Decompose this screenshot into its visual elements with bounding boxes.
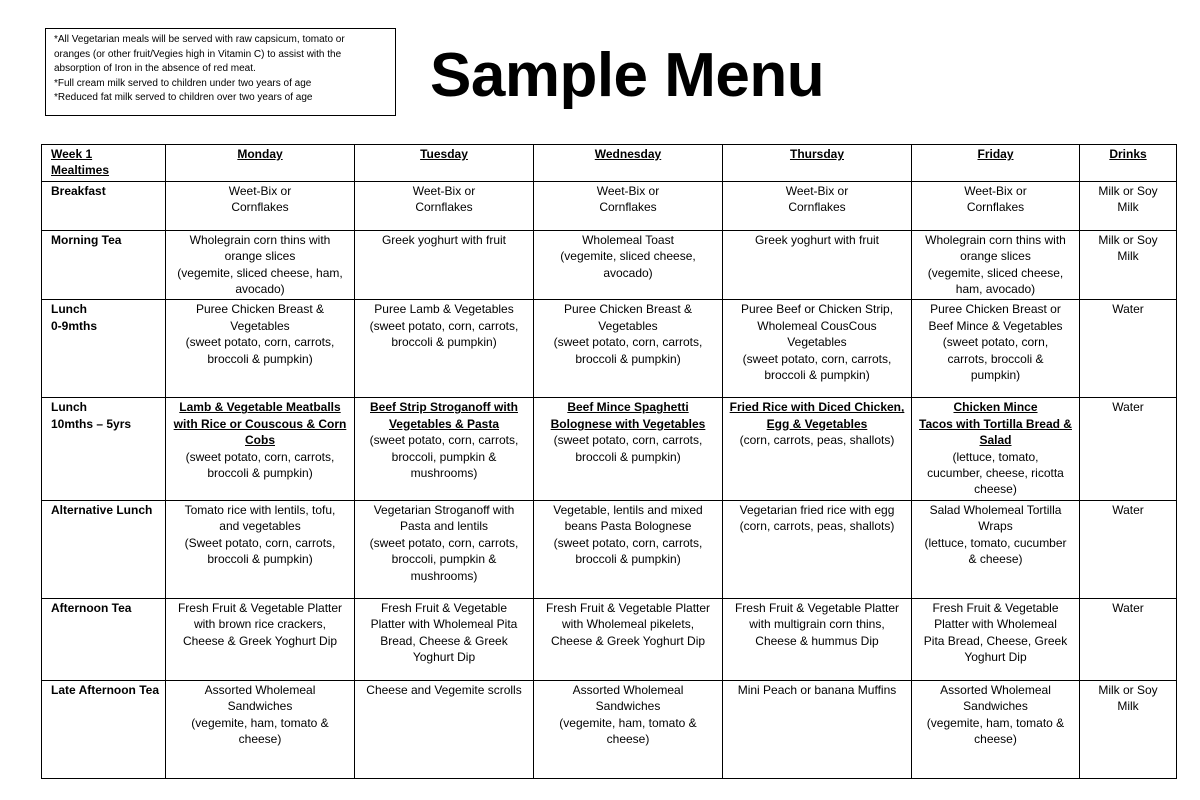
dish-name: Fried Rice with Diced Chicken, — [729, 400, 905, 415]
dish-line: Platter with Wholemeal — [934, 617, 1057, 632]
dish-line: (sweet potato, corn, carrots, — [369, 535, 519, 550]
menu-cell — [1080, 598, 1177, 680]
menu-cell — [534, 598, 723, 680]
dish-line: Vegetables — [598, 318, 658, 333]
menu-row — [42, 680, 1177, 778]
menu-cell — [723, 181, 912, 230]
dish-line: Sandwiches — [227, 699, 293, 714]
note-line: *Full cream milk served to children under two years of age — [54, 77, 312, 89]
dish-name: Salad — [979, 433, 1012, 448]
dish-line: Water — [1112, 400, 1144, 415]
mealtime-label-line: Late Afternoon Tea — [51, 682, 160, 697]
menu-cell — [534, 300, 723, 398]
menu-cell — [166, 680, 355, 778]
dish-line: Cheese & hummus Dip — [755, 633, 879, 648]
menu-cell — [723, 300, 912, 398]
menu-cell — [355, 598, 534, 680]
dish-line: (sweet potato, corn, carrots, — [369, 318, 519, 333]
menu-cell — [355, 398, 534, 500]
dish-line: Fresh Fruit & Vegetable Platter — [545, 600, 711, 615]
mealtime-label — [42, 398, 166, 500]
menu-cell — [534, 500, 723, 598]
dish-line: (sweet potato, corn, carrots, — [553, 433, 703, 448]
menu-cell — [166, 230, 355, 300]
dish-line: Pita Bread, Cheese, Greek — [923, 633, 1068, 648]
dish-line: Water — [1112, 502, 1144, 517]
dish-line: Cornflakes — [599, 200, 657, 215]
mealtime-label-line: Lunch — [51, 302, 87, 317]
dish-line: Sandwiches — [595, 699, 661, 714]
header-drinks: Drinks — [1080, 145, 1177, 182]
dish-line: broccoli & pumpkin) — [207, 552, 313, 567]
mealtime-label — [42, 230, 166, 300]
dish-line: Milk — [1117, 699, 1139, 714]
menu-cell — [166, 398, 355, 500]
dish-line: Weet-Bix or — [964, 183, 1027, 198]
dish-name: Bolognese with Vegetables — [550, 416, 706, 431]
dish-line: Cornflakes — [966, 200, 1025, 215]
menu-cell — [1080, 680, 1177, 778]
dish-line: orange slices — [224, 249, 296, 264]
dish-line: broccoli & pumpkin) — [207, 351, 313, 366]
dish-line: avocado) — [603, 265, 653, 280]
dish-name: Chicken Mince — [953, 400, 1038, 415]
dish-line: Cheese and Vegemite scrolls — [366, 682, 522, 697]
menu-cell — [1080, 181, 1177, 230]
dish-line: Vegetables — [230, 318, 290, 333]
dish-name: with Rice or Couscous & Corn — [173, 416, 347, 431]
dish-name: Beef Strip Stroganoff with — [370, 400, 518, 415]
menu-row — [42, 598, 1177, 680]
dish-line: (sweet potato, corn, carrots, — [369, 433, 519, 448]
dish-line: (lettuce, tomato, cucumber — [924, 535, 1067, 550]
dish-line: Vegetable, lentils and mixed — [553, 502, 703, 517]
dish-line: Fresh Fruit & Vegetable — [380, 600, 508, 615]
dish-line: cheese) — [606, 732, 650, 747]
menu-row — [42, 500, 1177, 598]
menu-table — [41, 144, 1177, 779]
menu-cell — [355, 230, 534, 300]
dish-line: broccoli, pumpkin & — [391, 552, 497, 567]
mealtime-label-line: Afternoon Tea — [51, 600, 132, 615]
menu-cell — [912, 230, 1080, 300]
dish-line: (lettuce, tomato, — [952, 449, 1039, 464]
dish-line: Milk — [1117, 249, 1139, 264]
menu-cell — [723, 680, 912, 778]
header-wednesday: Wednesday — [534, 145, 723, 182]
menu-row — [42, 398, 1177, 500]
dish-line: broccoli & pumpkin) — [575, 449, 681, 464]
dish-line: Tomato rice with lentils, tofu, — [184, 502, 336, 517]
dish-line: (sweet potato, corn, carrots, — [553, 335, 703, 350]
menu-cell — [912, 181, 1080, 230]
note-line: absorption of Iron in the absence of red meat. — [54, 63, 256, 74]
dish-line: Fresh Fruit & Vegetable Platter — [177, 600, 343, 615]
mealtime-label — [42, 300, 166, 398]
mealtime-label — [42, 500, 166, 598]
dish-line: Weet-Bix or — [228, 183, 292, 198]
dish-line: broccoli & pumpkin) — [207, 466, 313, 481]
menu-cell — [1080, 500, 1177, 598]
menu-cell — [355, 181, 534, 230]
dish-line: Assorted Wholemeal — [940, 682, 1051, 697]
menu-row — [42, 230, 1177, 300]
menu-cell — [534, 230, 723, 300]
menu-cell — [166, 500, 355, 598]
menu-cell — [355, 300, 534, 398]
dish-line: Sandwiches — [963, 699, 1028, 714]
header-friday: Friday — [912, 145, 1080, 182]
menu-cell — [723, 500, 912, 598]
mealtime-label-line: 10mths – 5yrs — [51, 416, 132, 431]
dish-line: Pasta and lentils — [399, 519, 489, 534]
dish-name: Vegetables & Pasta — [388, 416, 500, 431]
dish-line: (vegemite, sliced cheese, — [560, 249, 696, 264]
menu-cell — [166, 181, 355, 230]
menu-row — [42, 300, 1177, 398]
dish-line: Cheese & Greek Yoghurt Dip — [550, 633, 706, 648]
dish-line: Wraps — [978, 519, 1013, 534]
dish-line: broccoli & pumpkin) — [391, 335, 497, 350]
dish-line: Vegetarian fried rice with egg — [739, 502, 895, 517]
dish-line: (vegemite, sliced cheese, ham, — [177, 265, 343, 280]
dish-line: broccoli, pumpkin & — [391, 449, 497, 464]
menu-cell — [723, 230, 912, 300]
dish-line: Beef Mince & Vegetables — [928, 318, 1063, 333]
note-line: *Reduced fat milk served to children over two years of age — [54, 92, 313, 103]
mealtime-label-line: Morning Tea — [51, 232, 122, 247]
mealtime-label — [42, 598, 166, 680]
header-tuesday: Tuesday — [355, 145, 534, 182]
dish-line: (vegemite, ham, tomato & — [559, 715, 697, 730]
dish-line: cucumber, cheese, ricotta — [927, 466, 1064, 481]
dish-name: Lamb & Vegetable Meatballs — [179, 400, 341, 415]
dish-line: Cornflakes — [415, 200, 473, 215]
dish-line: Assorted Wholemeal — [572, 682, 684, 697]
menu-cell — [1080, 398, 1177, 500]
dish-line: broccoli & pumpkin) — [575, 351, 681, 366]
menu-cell — [355, 680, 534, 778]
dish-line: ham, avocado) — [955, 282, 1036, 297]
dish-line: Milk — [1117, 200, 1139, 215]
dish-line: Mini Peach or banana Muffins — [737, 682, 897, 697]
dish-line: (vegemite, sliced cheese, — [927, 265, 1064, 280]
dish-line: Milk or Soy — [1098, 183, 1158, 198]
menu-cell — [912, 398, 1080, 500]
dish-line: orange slices — [960, 249, 1031, 264]
dish-line: with Wholemeal pikelets, — [561, 617, 695, 632]
dish-line: Cornflakes — [788, 200, 846, 215]
corner-mealtimes: Mealtimes — [51, 163, 110, 178]
dish-line: Wholegrain corn thins with — [925, 232, 1066, 247]
menu-cell — [723, 598, 912, 680]
page-title: Sample Menu — [430, 41, 825, 110]
header-row — [42, 145, 1177, 182]
dish-line: (sweet potato, corn, carrots, — [185, 449, 335, 464]
dish-line: Assorted Wholemeal — [204, 682, 316, 697]
dish-line: mushrooms) — [410, 568, 478, 583]
dish-line: Vegetarian Stroganoff with — [373, 502, 515, 517]
menu-cell — [355, 500, 534, 598]
dish-line: Cornflakes — [231, 200, 289, 215]
menu-cell — [534, 680, 723, 778]
menu-cell — [912, 500, 1080, 598]
dish-line: Weet-Bix or — [412, 183, 476, 198]
dish-line: (Sweet potato, corn, carrots, — [184, 535, 336, 550]
dish-line: Yoghurt Dip — [412, 650, 476, 665]
dish-line: with multigrain corn thins, — [749, 617, 885, 632]
dish-line: (sweet potato, corn, carrots, — [185, 335, 335, 350]
mealtime-label-line: Breakfast — [51, 183, 106, 198]
dish-line: and vegetables — [219, 519, 301, 534]
dish-line: Wholemeal Toast — [582, 232, 674, 247]
dish-line: (sweet potato, corn, carrots, — [553, 535, 703, 550]
menu-cell — [912, 300, 1080, 398]
dish-name: Egg & Vegetables — [766, 416, 868, 431]
header-monday: Monday — [166, 145, 355, 182]
dish-line: broccoli & pumpkin) — [764, 368, 870, 383]
dish-line: (vegemite, ham, tomato & — [926, 715, 1065, 730]
note-line: oranges (or other fruit/Vegies high in Vitamin C) to assist with the — [54, 48, 342, 60]
dish-line: Puree Chicken Breast & — [195, 302, 325, 317]
dish-name: Tacos with Tortilla Bread & — [919, 416, 1072, 431]
header-corner — [42, 145, 166, 182]
dish-line: carrots, broccoli & — [947, 351, 1044, 366]
dish-line: Salad Wholemeal Tortilla — [929, 502, 1062, 517]
dish-line: avocado) — [235, 282, 285, 297]
dish-line: Water — [1112, 600, 1144, 615]
dish-line: broccoli & pumpkin) — [575, 552, 681, 567]
dish-line: Puree Chicken Breast or — [930, 302, 1061, 317]
dish-line: Milk or Soy — [1098, 682, 1158, 697]
menu-cell — [912, 598, 1080, 680]
dish-line: Fresh Fruit & Vegetable — [932, 600, 1059, 615]
corner-week: Week 1 — [51, 147, 93, 161]
dish-line: Puree Chicken Breast & — [563, 302, 693, 317]
menu-cell — [166, 598, 355, 680]
dish-line: Yoghurt Dip — [964, 650, 1027, 665]
dish-line: pumpkin) — [970, 368, 1021, 383]
menu-cell — [1080, 230, 1177, 300]
dish-line: Puree Beef or Chicken Strip, — [740, 302, 894, 317]
dish-line: Cheese & Greek Yoghurt Dip — [182, 633, 338, 648]
menu-cell — [912, 680, 1080, 778]
notes-box — [45, 28, 396, 116]
header-thursday: Thursday — [723, 145, 912, 182]
menu-row — [42, 181, 1177, 230]
dish-name: Cobs — [245, 433, 275, 448]
menu-cell — [723, 398, 912, 500]
dish-line: mushrooms) — [410, 466, 478, 481]
dish-line: Wholegrain corn thins with — [189, 232, 331, 247]
dish-line: with brown rice crackers, — [193, 617, 327, 632]
dish-line: (corn, carrots, peas, shallots) — [739, 519, 895, 534]
dish-line: cheese) — [974, 482, 1017, 497]
dish-line: Puree Lamb & Vegetables — [374, 302, 514, 317]
dish-line: Milk or Soy — [1098, 232, 1158, 247]
dish-line: Bread, Cheese & Greek — [380, 633, 508, 648]
mealtime-label — [42, 181, 166, 230]
dish-line: & cheese) — [968, 552, 1023, 567]
dish-line: Platter with Wholemeal Pita — [370, 617, 518, 632]
dish-line: beans Pasta Bolognese — [564, 519, 692, 534]
dish-line: (sweet potato, corn, — [942, 335, 1049, 350]
dish-line: Vegetables — [787, 335, 847, 350]
dish-name: Beef Mince Spaghetti — [567, 400, 689, 415]
mealtime-label — [42, 680, 166, 778]
mealtime-label-line: 0-9mths — [51, 318, 98, 333]
mealtime-label-line: Alternative Lunch — [51, 502, 153, 517]
menu-cell — [534, 398, 723, 500]
dish-line: Greek yoghurt with fruit — [381, 232, 507, 247]
dish-line: Weet-Bix or — [785, 183, 849, 198]
dish-line: Weet-Bix or — [596, 183, 660, 198]
menu-cell — [1080, 300, 1177, 398]
dish-line: Wholemeal CousCous — [757, 318, 877, 333]
dish-line: cheese) — [238, 732, 282, 747]
dish-line: cheese) — [974, 732, 1017, 747]
dish-line: Water — [1112, 302, 1144, 317]
dish-line: (sweet potato, corn, carrots, — [742, 351, 892, 366]
mealtime-label-line: Lunch — [51, 400, 87, 415]
dish-line: (corn, carrots, peas, shallots) — [739, 433, 895, 448]
dish-line: (vegemite, ham, tomato & — [191, 715, 329, 730]
menu-cell — [534, 181, 723, 230]
dish-line: Greek yoghurt with fruit — [754, 232, 880, 247]
menu-cell — [166, 300, 355, 398]
dish-line: Fresh Fruit & Vegetable Platter — [734, 600, 900, 615]
note-line: *All Vegetarian meals will be served with raw capsicum, tomato or — [54, 34, 345, 45]
